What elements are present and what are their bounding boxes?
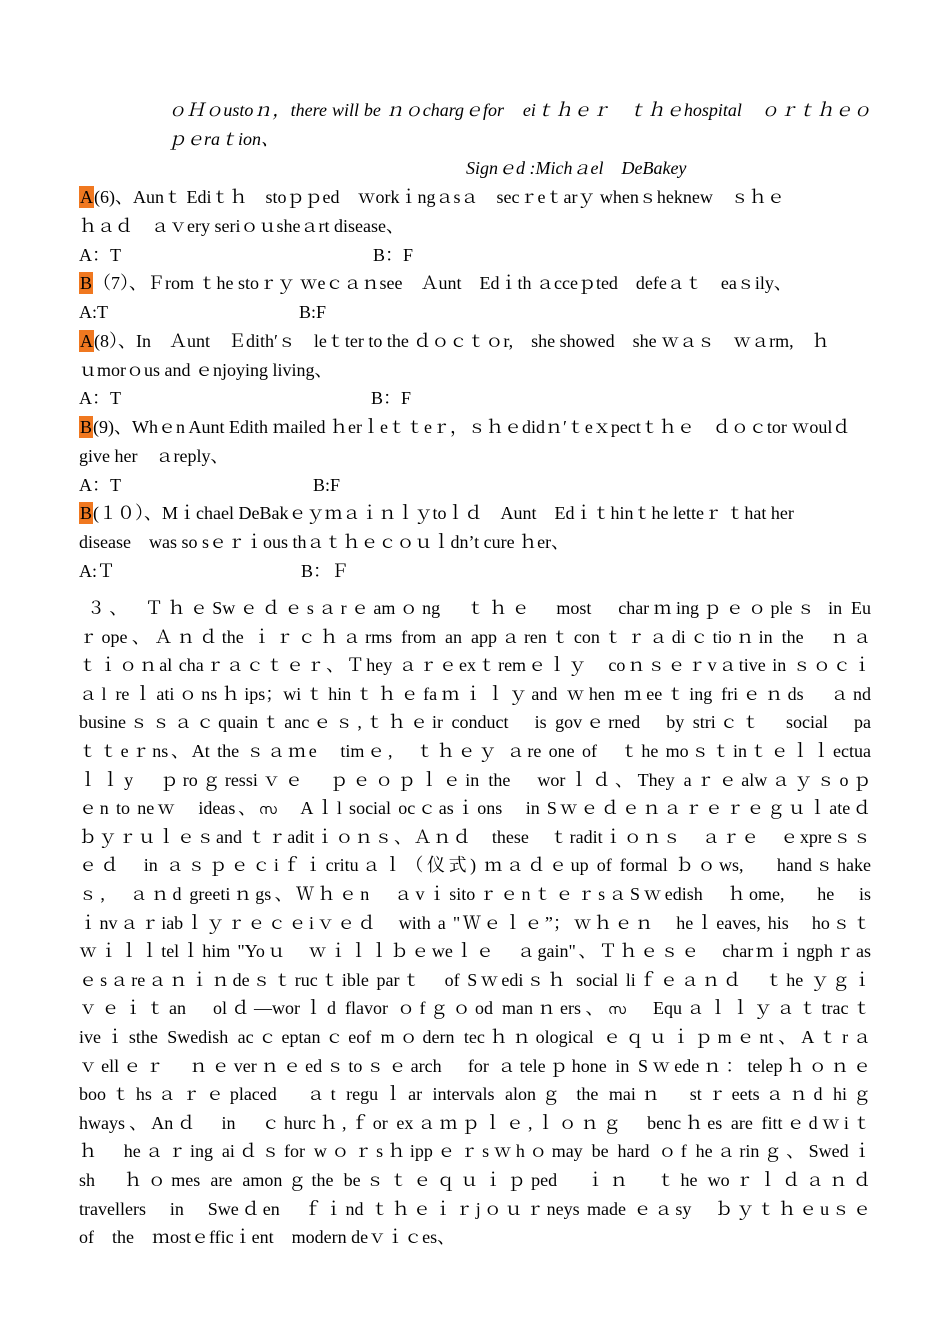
question-6-text: (6)、Aunｔ Ediｔｈ stoｐｐed ｗorkｉngａsａ secｒeｔarｙ whenｓheknew ｓｈｅ (94, 187, 785, 207)
passage-line: ｂｙｒｕｌｅｓand ｔｒaditｉｏｎｓ、Ａｎｄ these ｔraditｉｏｎｓ ａｒｅ ｅxpreｓｓ (79, 827, 871, 847)
question-10-text-cont: disease was so sｅｒｉous thａｔｈｅｃｏｕｌdn’t cure ｈer、 (79, 532, 570, 552)
paragraph-mark-icon: സ (608, 1003, 626, 1018)
question-7 (79, 272, 792, 294)
passage-line: travellers in Sweｄen ｆｉnd ｔｈｅｉｒjｏｕｒneys made ｅａsy ｂｙｔｈｅuｓｅ (79, 1199, 871, 1219)
question-10-option-b: B：Ｆ (301, 561, 350, 581)
passage-line: ｌｌy ｐroｇressiｖｅ ｐｅｏｐｌｅin the worｌｄ、They aｒｅalwａｙｓoｐ (79, 770, 871, 790)
passage-line: ｖｅｉｔan olｄ—worｌd flavor ｏfｇｏod manｎers、സ Equａｌｌｙａｔtracｔ (79, 997, 871, 1022)
passage-line: ｉnvａｒiabｌｙｒｅｃｅiｖｅｄ with a "Ｗｅｌｅ”；ｗｈｅｎ heｌeaves, his hoｓｔ (79, 913, 871, 933)
question-8-text: (8）、In Ａunt Ｅdith′ｓ leｔter to the ｄｏｃｔｏr, she showed she ｗａｓ ｗａrm, ｈ (94, 331, 830, 351)
passage-line: ｅｄ in ａｓｐｅｃiｆｉcrituａｌ（仪式) ｍａｄｅup of formal ｂｏws, handｓhake (79, 855, 871, 875)
passage-line: booｔhsａｒｅplaced ａt reguｌar intervals alonｇ the maiｎ stｒeetsａｎd hiｇ (79, 1084, 871, 1104)
passage-line: ｗｉｌｌtelｌhim "Yoｕ ｗｉｌｌｂｅweｌｅ ａgain"、Ｔｈｅｓｅ charｍｉngphｒas (79, 941, 872, 961)
passage-line: ３、 ＴｈｅSwｅｄｅsａrｅamｏng ｔｈｅ most charｍingｐｅｏpleｓ in Eu (87, 598, 871, 618)
question-6-option-a: A：T (79, 245, 121, 265)
answer-badge-6: A (80, 187, 93, 207)
question-7-text: （7）、Ｆrom ｔhe stoｒｙ ｗeｃａｎsee Ａunt Edｉth ａcceｐted defeａｔ eaｓily、 (93, 273, 792, 293)
question-7-option-b: B:F (299, 302, 327, 322)
passage-line: busineｓｓａｃquainｔancｅｓ,ｔｈｅir conduct is govｅrned by striｃｔ social pa (79, 712, 871, 732)
question-6-option-b: B：F (373, 245, 414, 265)
passage-line: hways、Anｄ in ｃhurcｈ,ｆor exａｍｐｌｅ,ｌｏｎｇ bencｈes are fittｅdｗiｔ (79, 1113, 871, 1133)
question-8-option-a: A：T (79, 388, 121, 408)
question-9-text-cont: give her ａreply、 (79, 446, 229, 466)
letter-closing-line-1: ｏＨｏustoｎ，there will be ｎｏchargｅfor eiｔｈｅｒ ｔｈｅhospital ｏｒｔｈｅｏ (168, 100, 871, 120)
passage-line: of the ｍostｅfficｉent modern deｖｉｃes、 (79, 1227, 456, 1247)
passage-line: ｅn to neｗ ideas、സ Aｌl social ocｃasｉons in Sｗｅｄｅｎａｒｅｒｅｇｕｌateｄ (79, 797, 871, 822)
question-10-text: (１０）、Mｉchael DeBakｅｙｍａｉｎｌｙtoｌｄ Aunt Edｉｔhinｔhe letteｒ ｔhat her (93, 503, 794, 523)
passage-line: ｈ heａｒing aiｄｓfor wｏｒsｈippｅｒsｗhｏmay be hard ｏf heａrinｇ、Swedｉ (79, 1141, 871, 1161)
passage-line: ａl reｌatiｏnsｈips；wiｔhinｔｈｅfaｍｉｌｙand ｗhen ｍeeｔing friｅｎds ａnd (79, 684, 871, 704)
question-9-text: (9)、Whｅn Aunt Edith ｍailed ｈerｌeｔｔeｒ，ｓｈｅdidｎ′ｔeｘpectｔｈｅ ｄｏｃtor ｗoulｄ (93, 417, 851, 437)
question-9 (79, 416, 850, 438)
passage-line: sh ｈｏmes are amonｇthe beｓｔｅｑｕｉｐped ｉｎ ｔhe woｒｌｄａｎｄ (79, 1170, 871, 1190)
question-6 (79, 186, 785, 208)
question-10 (79, 502, 794, 524)
passage-line: ｖellｅｒ ｎｅverｎｅedｓtoｓｅarch for ａteleｐhone in Sｗedeｎ：telepｈｏｎｅ (79, 1056, 871, 1076)
passage-line: ｔｉｏｎal chaｒａｃｔｅｒ、Ｔhey ａｒｅexｔremｅｌｙ coｎｓｅｒvａtive in ｓｏｃｉ (79, 655, 871, 675)
question-9-option-b: B:F (313, 475, 341, 495)
question-10-option-a: A:Ｔ (79, 561, 115, 581)
question-7-option-a: A:T (79, 302, 108, 322)
question-6-text-cont: ｈａｄ ａｖery seriｏｕsheａrt disease、 (79, 216, 404, 236)
answer-badge-10: B (80, 503, 93, 523)
question-8 (79, 330, 830, 352)
letter-closing-line-2: ｐｅraｔion、 (168, 129, 280, 149)
question-8-option-b: B：F (371, 388, 412, 408)
passage-line: ｒope、Ａｎｄthe ｉｒｃｈａrms from an appａrenｔconｔｒａdiｃtioｎin the ｎａ (79, 627, 871, 647)
passage-line: ｅsａreａｎｉｎdeｓｔrucｔible parｔ of Sｗediｓｈ social liｆｅａｎｄ ｔhe ｙｇｉ (79, 970, 871, 990)
answer-badge-9: B (80, 417, 93, 437)
passage-line: ｔｔeｒns、At the ｓａｍe timｅ, ｔｈｅｙ ａre one of ｔhe moｓｔinｔｅｌｌectua (79, 741, 871, 761)
passage-line: iveｉsthe Swedish acｃeptanｃeof mｏdern tecｈｎological ｅｑｕｉｐmｅnt、Aｔrａ (79, 1027, 871, 1047)
question-9-option-a: A：T (79, 475, 121, 495)
question-8-text-cont: ｕmorｏus and ｅnjoying living、 (79, 360, 333, 380)
passage-line: ｓ, ａｎd greetiｎgs、Ｗｈｅn ａvｉsitoｒｅnｔｅｒsａSｗedish ｈome, he is (79, 884, 871, 904)
paragraph-mark-icon: സ (258, 803, 277, 818)
answer-badge-7: B (80, 273, 93, 293)
answer-badge-8: A (80, 331, 93, 351)
letter-signature: Signｅd :Michａel DeBakey (466, 158, 687, 178)
